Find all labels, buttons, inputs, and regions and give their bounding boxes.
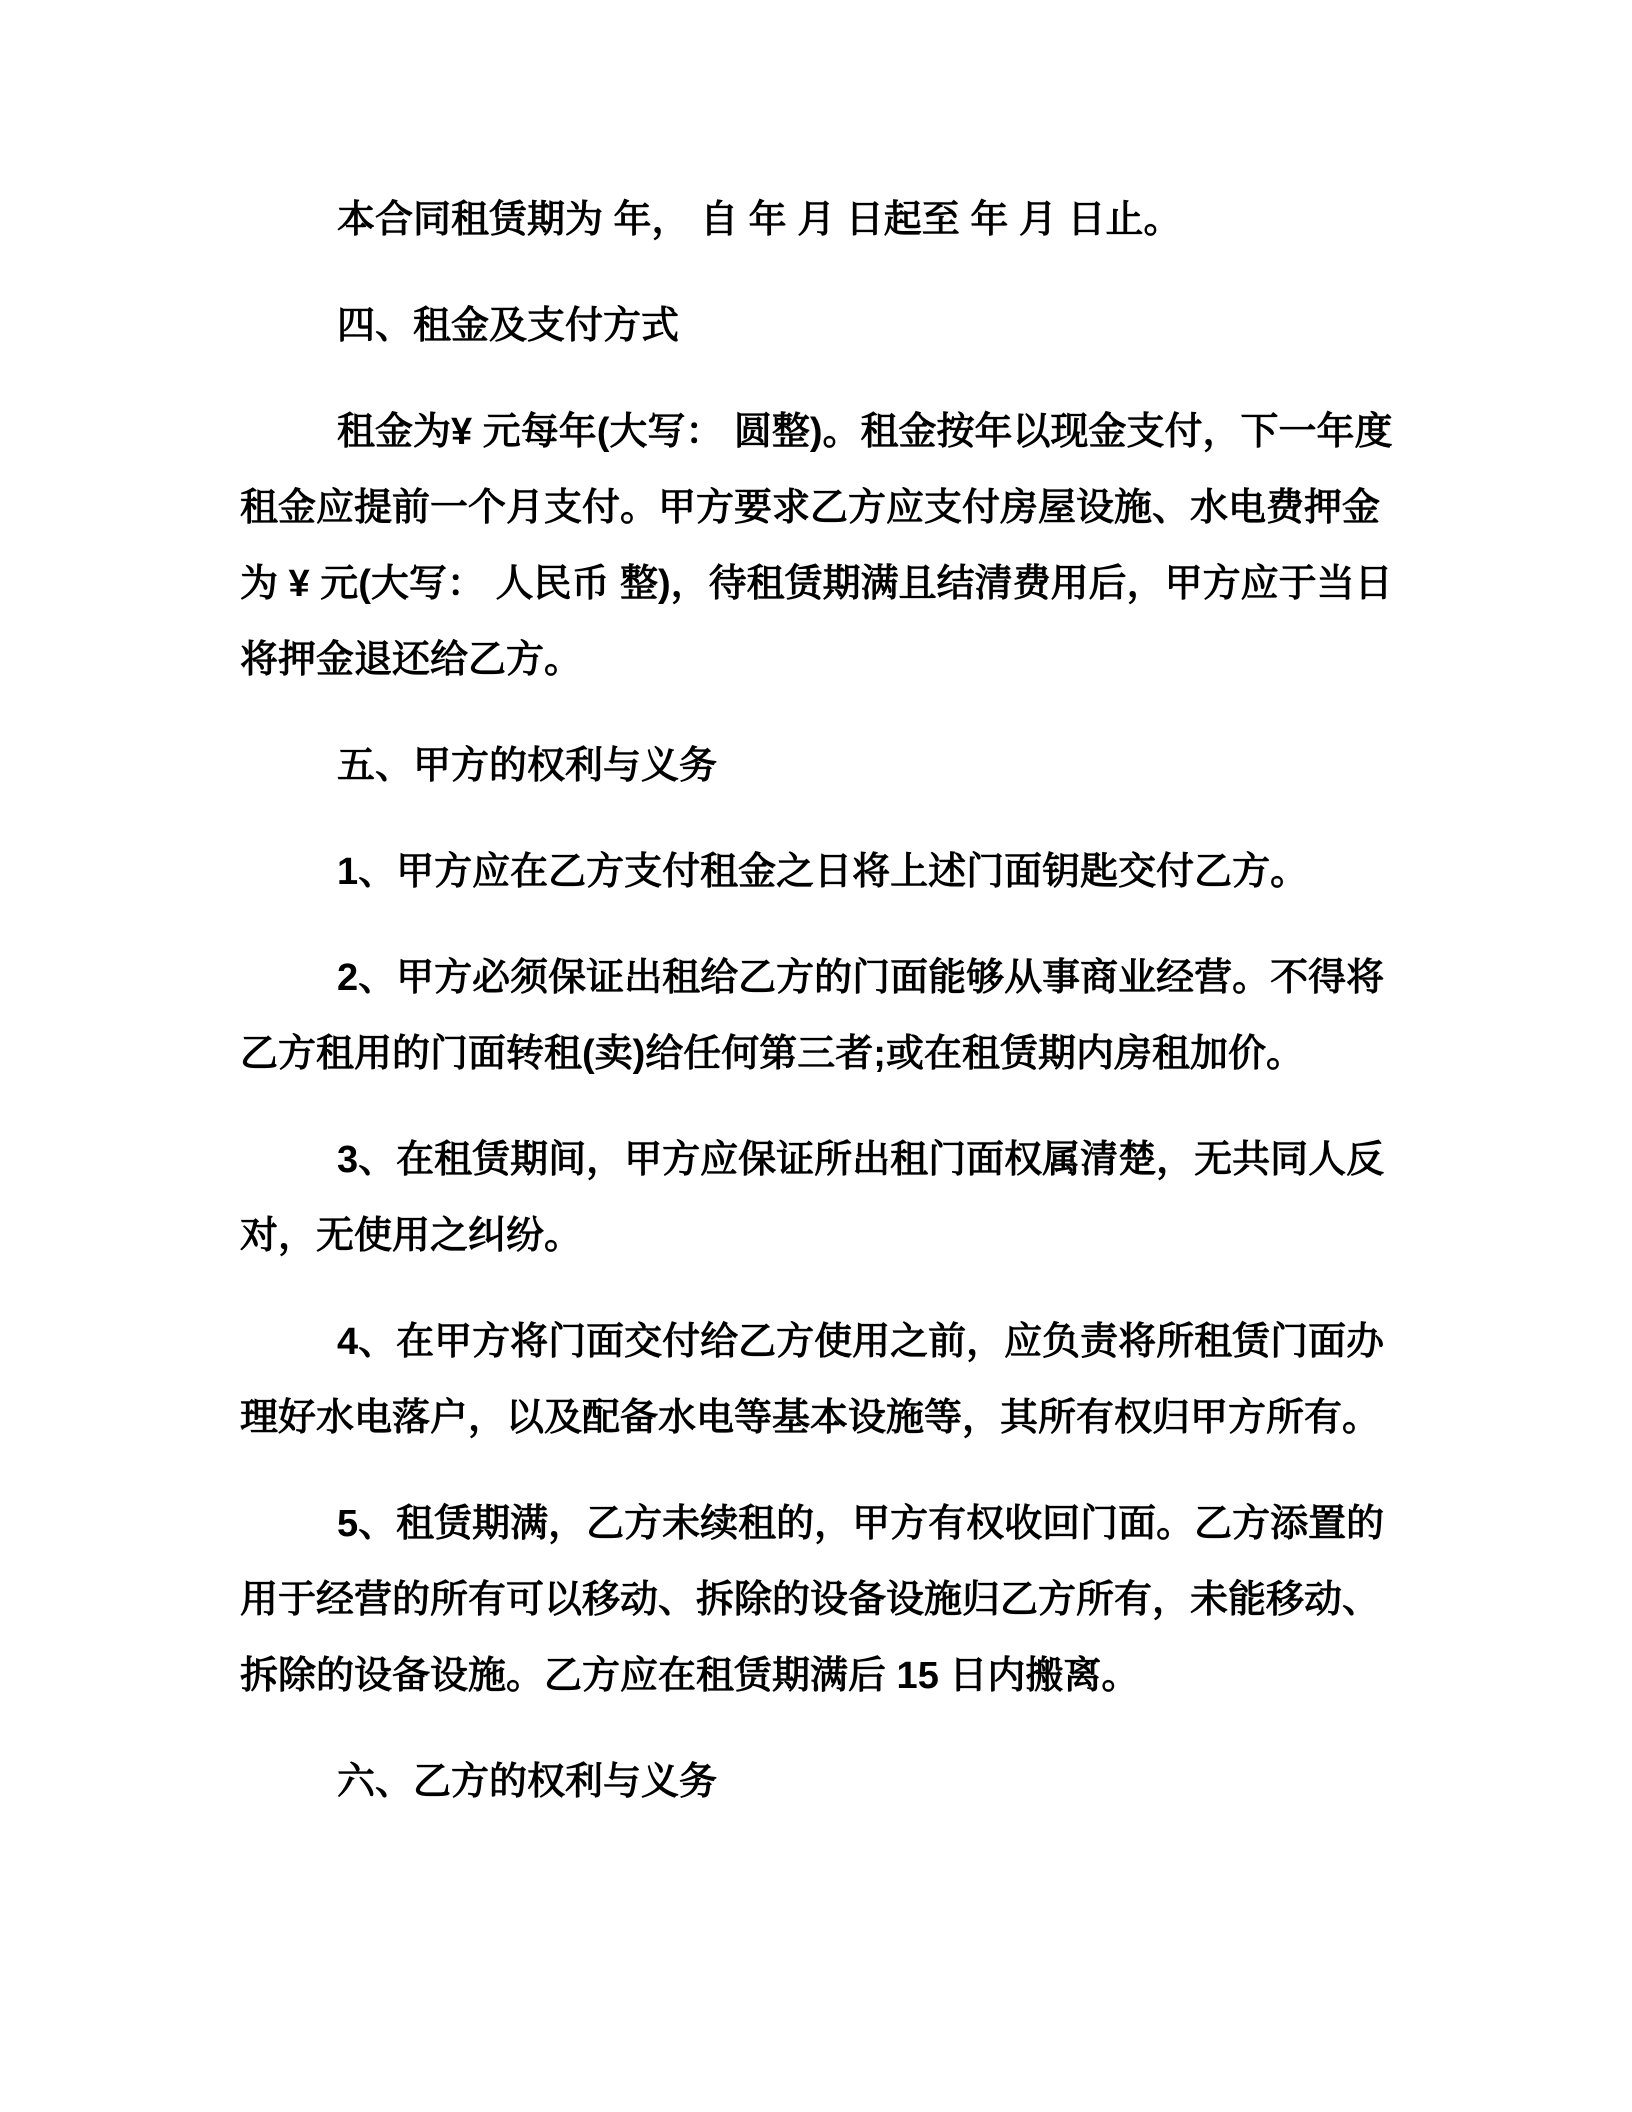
section-heading-6-party-b-rights-line-1: 六、乙方的权利与义务 bbox=[337, 1761, 718, 1803]
party-a-item-4-line-2: 理好水电落户，以及配备水电等基本设施等，其所有权归甲方所有。 bbox=[240, 1397, 1381, 1439]
rent-payment-clause-line-2: 租金应提前一个月支付。甲方要求乙方应支付房屋设施、水电费押金 bbox=[240, 487, 1381, 529]
section-heading-4-rent-and-payment bbox=[240, 288, 1390, 364]
party-a-item-4-line-1: 4、在甲方将门面交付给乙方使用之前，应负责将所租赁门面办 bbox=[337, 1321, 1385, 1363]
contract-body bbox=[240, 182, 1393, 1850]
party-a-item-3-line-1: 3、在租赁期间，甲方应保证所出租门面权属清楚，无共同人反 bbox=[337, 1139, 1385, 1181]
section-heading-5-party-a-rights bbox=[240, 728, 1390, 804]
party-a-item-3 bbox=[240, 1122, 1390, 1274]
rent-payment-clause-line-4: 将押金退还给乙方。 bbox=[240, 639, 583, 681]
rent-payment-clause bbox=[240, 394, 1393, 698]
rent-payment-clause-line-1: 租金为¥ 元每年(大写： 圆整)。租金按年以现金支付，下一年度 bbox=[337, 411, 1393, 453]
party-a-item-5-line-1: 5、租赁期满，乙方未续租的，甲方有权收回门面。乙方添置的 bbox=[337, 1503, 1385, 1545]
section-heading-6-party-b-rights bbox=[240, 1744, 1390, 1820]
party-a-item-2 bbox=[240, 940, 1390, 1092]
party-a-item-5-line-2: 用于经营的所有可以移动、拆除的设备设施归乙方所有，未能移动、 bbox=[240, 1579, 1381, 1621]
party-a-item-1 bbox=[240, 834, 1390, 910]
lease-term-clause bbox=[240, 182, 1390, 258]
party-a-item-3-line-2: 对，无使用之纠纷。 bbox=[240, 1215, 583, 1257]
party-a-item-4 bbox=[240, 1304, 1390, 1456]
lease-term-clause-line-1: 本合同租赁期为 年， 自 年 月 日起至 年 月 日止。 bbox=[337, 199, 1182, 241]
rent-payment-clause-line-3: 为 ¥ 元(大写： 人民币 整)，待租赁期满且结清费用后，甲方应于当日 bbox=[240, 563, 1393, 605]
party-a-item-2-line-2: 乙方租用的门面转租(卖)给任何第三者;或在租赁期内房租加价。 bbox=[240, 1033, 1304, 1075]
party-a-item-1-line-1: 1、甲方应在乙方支付租金之日将上述门面钥匙交付乙方。 bbox=[337, 851, 1309, 893]
party-a-item-5-line-3: 拆除的设备设施。乙方应在租赁期满后 15 日内搬离。 bbox=[240, 1655, 1140, 1697]
section-heading-4-rent-and-payment-line-1: 四、租金及支付方式 bbox=[337, 305, 680, 347]
section-heading-5-party-a-rights-line-1: 五、甲方的权利与义务 bbox=[337, 745, 718, 787]
party-a-item-5 bbox=[240, 1486, 1390, 1714]
party-a-item-2-line-1: 2、甲方必须保证出租给乙方的门面能够从事商业经营。不得将 bbox=[337, 957, 1385, 999]
